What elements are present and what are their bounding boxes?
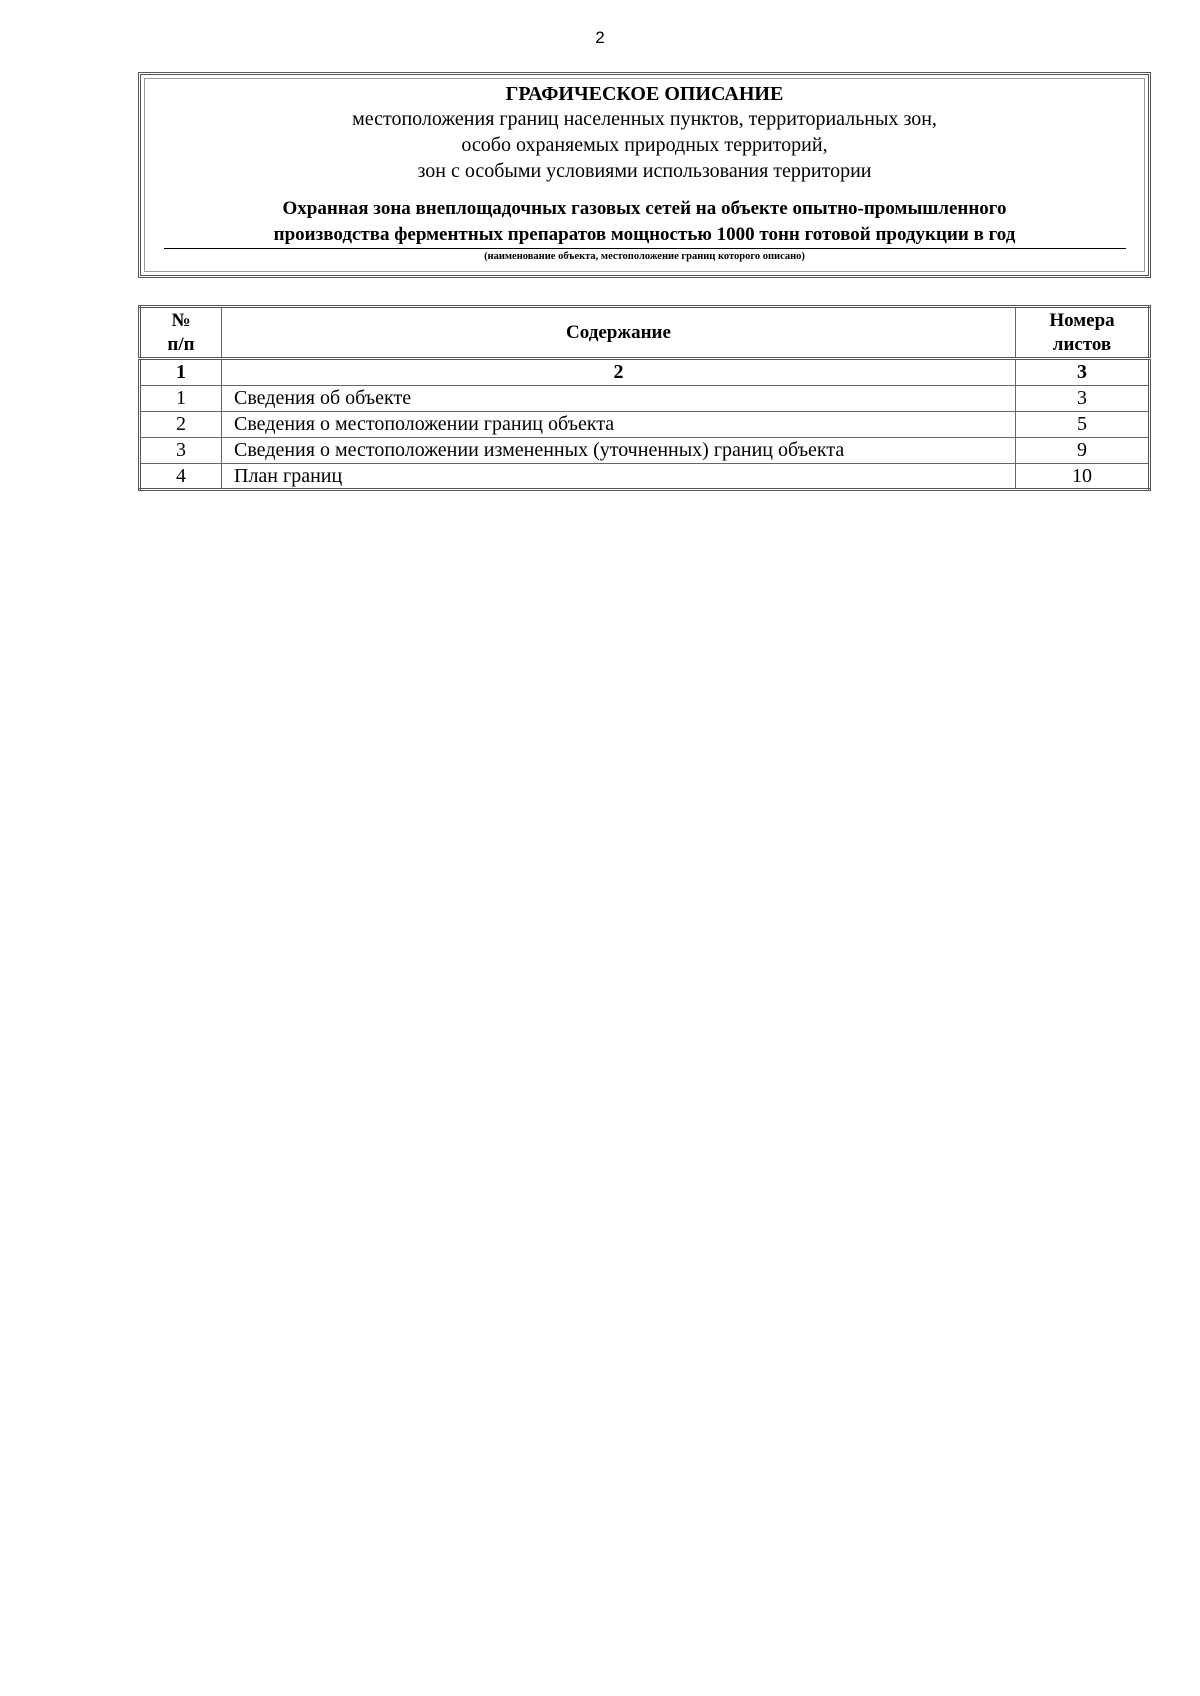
row-content: Сведения о местоположении измененных (уточненных) границ объекта [222,438,1016,464]
header-content-label: Содержание [566,321,671,343]
row-sheets: 5 [1016,412,1150,438]
object-name-line-1: Охранная зона внеплощадочных газовых сетей на объекте опытно-промышленного [282,198,1007,219]
row-number: 4 [140,464,222,490]
row-number: 1 [140,386,222,412]
title-block [138,72,1151,278]
column-number-row [140,359,1150,386]
row-sheets: 10 [1016,464,1150,490]
table-row [140,464,1150,490]
row-number: 3 [140,438,222,464]
table-row [140,386,1150,412]
column-number-1: 1 [140,359,222,386]
row-content: План границ [222,464,1016,490]
table-row [140,438,1150,464]
row-content: Сведения об объекте [222,386,1016,412]
column-number-3: 3 [1016,359,1150,386]
object-name-caption: (наименование объекта, местоположение границ которого описано) [484,251,805,262]
header-number [140,307,222,359]
row-content: Сведения о местоположении границ объекта [222,412,1016,438]
header-content [222,307,1016,359]
row-number: 2 [140,412,222,438]
header-sheets [1016,307,1150,359]
row-sheets: 9 [1016,438,1150,464]
header-sheets-label: Номера листов [1049,309,1115,355]
column-number-2: 2 [222,359,1016,386]
subtitle-line-1: местоположения границ населенных пунктов, территориальных зон, [352,108,937,130]
document-title: ГРАФИЧЕСКОЕ ОПИСАНИЕ [505,83,784,105]
object-name-line-2: производства ферментных препаратов мощностью 1000 тонн готовой продукции в год [273,224,1016,245]
contents-table [138,305,1151,491]
row-sheets: 3 [1016,386,1150,412]
page-number: 2 [595,28,605,47]
header-number-label: № п/п [167,309,195,355]
object-name-block [164,196,1126,249]
table-row [140,412,1150,438]
table-header-row [140,307,1150,359]
subtitle-line-3: зон с особыми условиями использования территории [417,160,872,182]
subtitle-line-2: особо охраняемых природных территорий, [461,134,828,156]
